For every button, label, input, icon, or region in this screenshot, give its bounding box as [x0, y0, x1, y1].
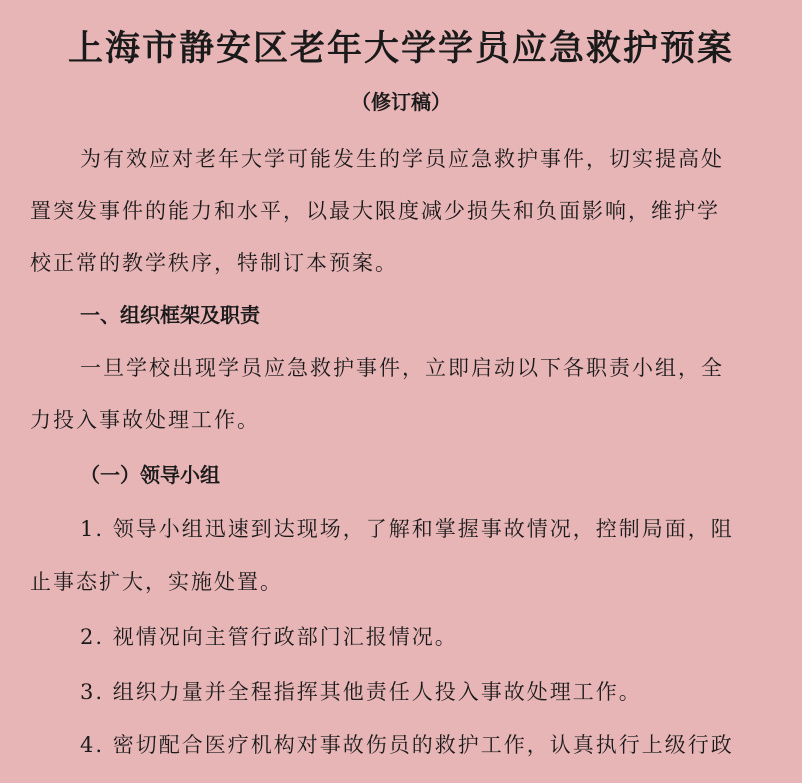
document-title: 上海市静安区老年大学学员应急救护预案: [67, 28, 734, 69]
subsection-heading: （一）领导小组: [80, 463, 220, 487]
list-item: 止事态扩大，实施处置。: [30, 570, 283, 594]
paragraph-line: 一旦学校出现学员应急救护事件，立即启动以下各职责小组，全: [80, 356, 724, 380]
paragraph-line: 置突发事件的能力和水平，以最大限度减少损失和负面影响，维护学: [30, 199, 720, 223]
list-item: 1. 领导小组迅速到达现场，了解和掌握事故情况，控制局面，阻: [80, 517, 734, 541]
section-heading: 一、组织框架及职责: [80, 303, 260, 327]
paragraph-line: 校正常的教学秩序，特制订本预案。: [30, 251, 398, 275]
list-item: 2. 视情况向主管行政部门汇报情况。: [80, 625, 458, 649]
paragraph-line: 为有效应对老年大学可能发生的学员应急救护事件，切实提高处: [80, 147, 724, 171]
paragraph-line: 力投入事故处理工作。: [30, 408, 260, 432]
list-item: 4. 密切配合医疗机构对事故伤员的救护工作，认真执行上级行政: [80, 733, 734, 757]
list-item: 3. 组织力量并全程指挥其他责任人投入事故处理工作。: [80, 680, 642, 704]
document-subtitle: （修订稿）: [351, 90, 451, 114]
